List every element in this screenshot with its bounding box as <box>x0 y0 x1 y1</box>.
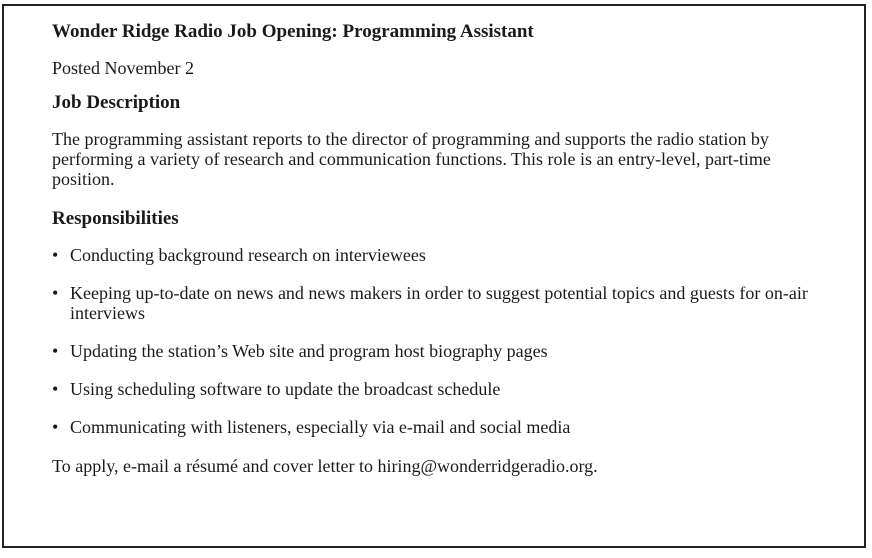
bullet-icon: • <box>52 245 59 265</box>
bullet-icon: • <box>52 417 59 437</box>
job-description-heading: Job Description <box>52 92 181 113</box>
responsibility-text: Communicating with listeners, especially via e-mail and social media <box>70 417 571 437</box>
responsibilities-heading: Responsibilities <box>52 208 179 229</box>
responsibility-text: Using scheduling software to update the broadcast schedule <box>70 379 501 399</box>
responsibilities-list <box>52 245 837 437</box>
bullet-icon: • <box>52 379 59 399</box>
list-item <box>52 283 837 323</box>
responsibility-text: Keeping up-to-date on news and news makers in order to suggest potential topics and guests for on-air interviews <box>70 283 808 323</box>
list-item <box>52 417 837 437</box>
list-item <box>52 245 837 265</box>
bullet-icon: • <box>52 341 59 361</box>
list-item <box>52 379 837 399</box>
responsibility-text: Updating the station’s Web site and program host biography pages <box>70 341 548 361</box>
job-description-text: The programming assistant reports to the director of programming and supports the radio station by performing a variety of research and communication functions. This role is an entry-level, part-time position. <box>52 129 771 189</box>
posting-title: Wonder Ridge Radio Job Opening: Programming Assistant <box>52 21 534 42</box>
posted-date: Posted November 2 <box>52 58 194 78</box>
responsibility-text: Conducting background research on interviewees <box>70 245 426 265</box>
apply-instructions: To apply, e-mail a résumé and cover letter to hiring@wonderridgeradio.org. <box>52 456 598 476</box>
bullet-icon: • <box>52 283 59 303</box>
job-posting-box <box>2 4 866 548</box>
list-item <box>52 341 837 361</box>
